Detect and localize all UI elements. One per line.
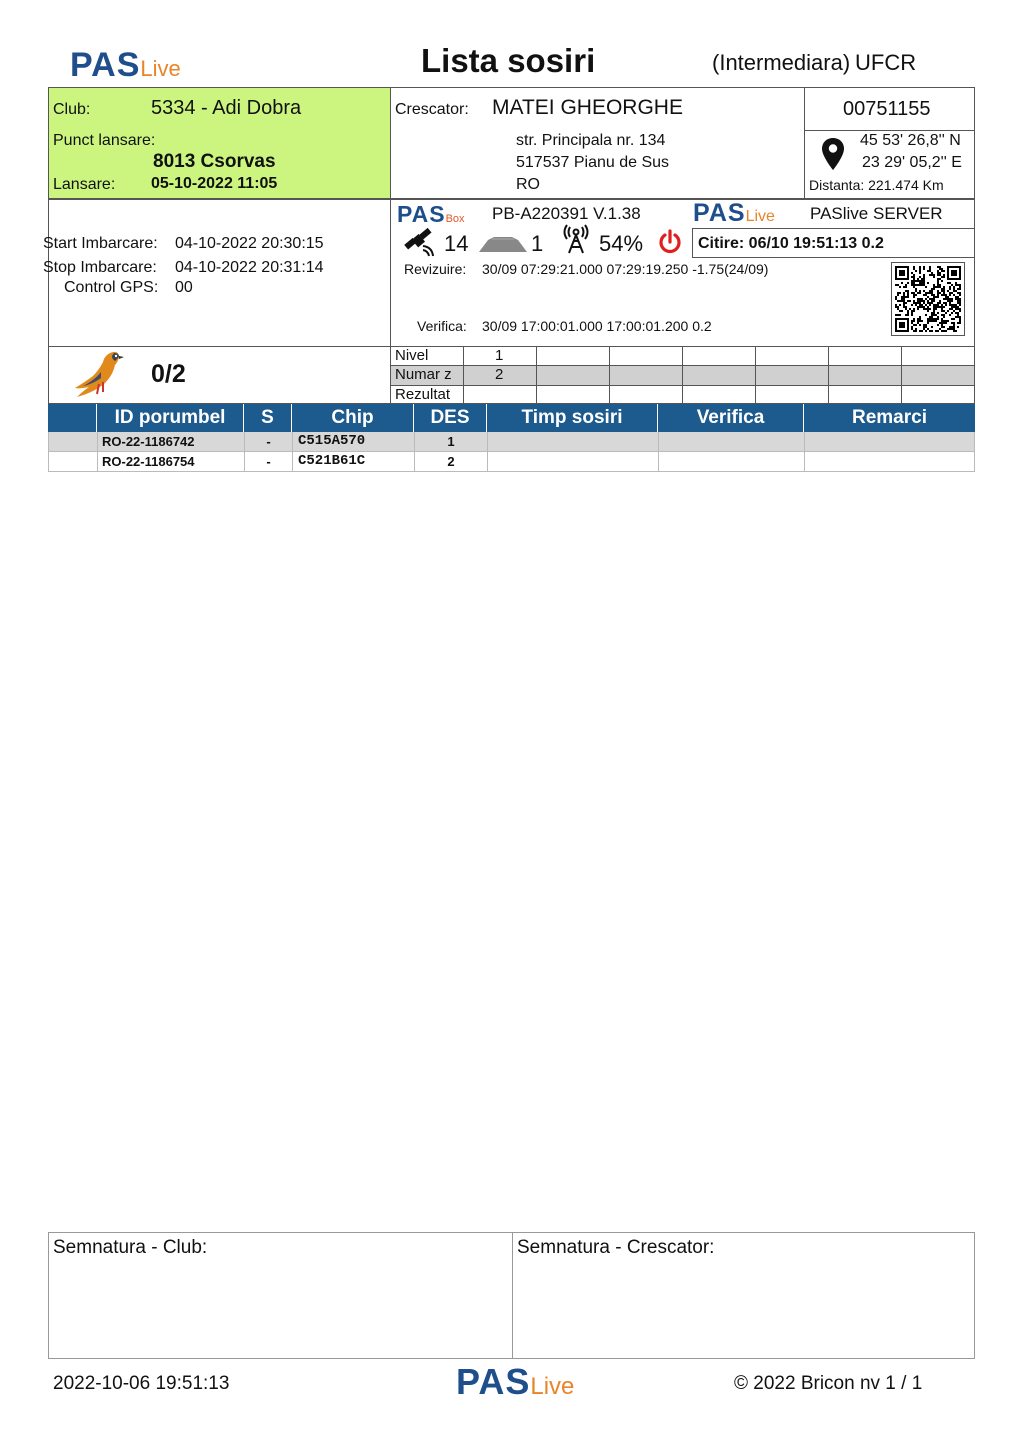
col-header-id: ID porumbel [97,404,244,432]
club-label: Club: [53,101,91,118]
lansare-value: 05-10-2022 11:05 [151,175,278,192]
levels-col-divider [901,346,902,404]
antenna-count: 1 [531,231,544,256]
table-row[interactable] [48,432,975,452]
qr-code [891,262,965,336]
col-header-chip: Chip [292,404,414,432]
start-embark-value: 04-10-2022 20:30:15 [175,235,324,252]
pigeon-id: RO-22-1186754 [98,452,245,471]
pigeon-icon [73,348,129,405]
table-row[interactable] [48,452,975,472]
levels-col-divider [828,346,829,404]
levels-col-divider [755,346,756,404]
pigeon-id: RO-22-1186742 [98,432,245,451]
footer-datetime: 2022-10-06 19:51:13 [53,1373,230,1394]
row-blank [49,432,98,451]
satellite-icon [403,228,437,263]
server-label: PASlive SERVER [810,204,943,223]
breeder-name: MATEI GHEORGHE [492,96,683,119]
club-value: 5334 - Adi Dobra [151,97,302,119]
col-header-blank [48,404,97,432]
citire-value: Citire: 06/10 19:51:13 0.2 [698,235,884,252]
breeder-address-1: str. Principala nr. 134 [516,132,666,149]
lansare-label: Lansare: [53,176,116,193]
pigeon-sex: - [245,452,293,471]
col-header-time: Timp sosiri [487,404,658,432]
battery-level: 54% [599,231,644,256]
level-label-numar: Numar z [395,366,452,383]
revizuire-value: 30/09 07:29:21.000 07:29:19.250 -1.75(24/09) [482,261,769,277]
logo-main-text: PAS [70,46,141,84]
row-blank [49,452,98,471]
arrival-count: 0/2 [151,360,186,388]
distance: Distanta: 221.474 Km [809,177,944,193]
antenna-icon [478,231,528,258]
server-logo-sub: Live [745,208,775,225]
level-label-nivel: Nivel [395,347,429,364]
breeder-label: Crescator: [395,101,469,118]
pigeon-sex: - [245,432,293,451]
satellite-count: 14 [444,231,469,256]
level-value-numar: 2 [495,366,504,383]
remarks-value [805,432,974,451]
location-pin-icon [820,137,846,176]
revizuire-label: Revizuire: [404,261,467,277]
page-title: Lista sosiri [421,42,596,79]
footer-logo-sub: Live [530,1373,575,1400]
level-value-nivel: 1 [495,347,504,364]
pasbox-logo-main: PAS [397,201,446,227]
footer-logo-main: PAS [456,1361,531,1402]
signal-tower-icon [563,224,589,259]
footer-copyright: © 2022 Bricon nv 1 / 1 [734,1373,923,1394]
levels-col-divider [463,346,464,404]
power-icon [657,229,683,260]
signature-club-label: Semnatura - Club: [53,1237,208,1258]
logo-sub-text: Live [140,56,181,81]
col-header-des: DES [414,404,487,432]
verifica-label: Verifica: [417,318,467,334]
footer-logo [456,1361,574,1403]
latitude: 45 53' 26,8'' N [860,132,961,149]
paslive-server-logo [693,199,775,228]
arrival-time [488,432,659,451]
breeder-id: 00751155 [843,98,931,120]
verifica-value: 30/09 17:00:01.000 17:00:01.200 0.2 [482,318,712,334]
punct-label: Punct lansare: [53,132,156,149]
start-embark-label: Start Imbarcare: [43,235,158,252]
stop-embark-label: Stop Imbarcare: [43,259,157,276]
pigeon-chip: C515A570 [293,432,415,451]
pasbox-logo [397,201,465,228]
breeder-address-2: 517537 Pianu de Sus [516,154,670,171]
col-header-s: S [244,404,292,432]
gps-control-label: Control GPS: [64,279,159,296]
arrival-time [488,452,659,471]
pigeon-chip: C521B61C [293,452,415,471]
punct-value: 8013 Csorvas [153,151,276,172]
paslive-logo [70,46,181,85]
organization: UFCR [855,50,917,75]
pigeon-des: 1 [415,432,488,451]
longitude: 23 29' 05,2'' E [862,154,962,171]
list-type: (Intermediara) [712,50,851,75]
levels-col-divider [536,346,537,404]
table-header [48,404,975,432]
pigeon-des: 2 [415,452,488,471]
levels-col-divider [609,346,610,404]
signature-breeder-label: Semnatura - Crescator: [517,1237,715,1258]
breeder-address-3: RO [516,176,540,193]
box-id: PB-A220391 V.1.38 [492,204,641,223]
stop-embark-value: 04-10-2022 20:31:14 [175,259,324,276]
remarks-value [805,452,974,471]
col-header-remarci: Remarci [852,407,927,428]
verify-value [659,452,805,471]
gps-control-value: 00 [175,279,193,296]
level-label-rezultat: Rezultat [395,386,451,403]
server-logo-main: PAS [693,199,746,227]
verify-value [659,432,805,451]
col-header-verifica: Verifica [658,404,804,432]
levels-col-divider [682,346,683,404]
pasbox-logo-sub: Box [445,213,465,225]
